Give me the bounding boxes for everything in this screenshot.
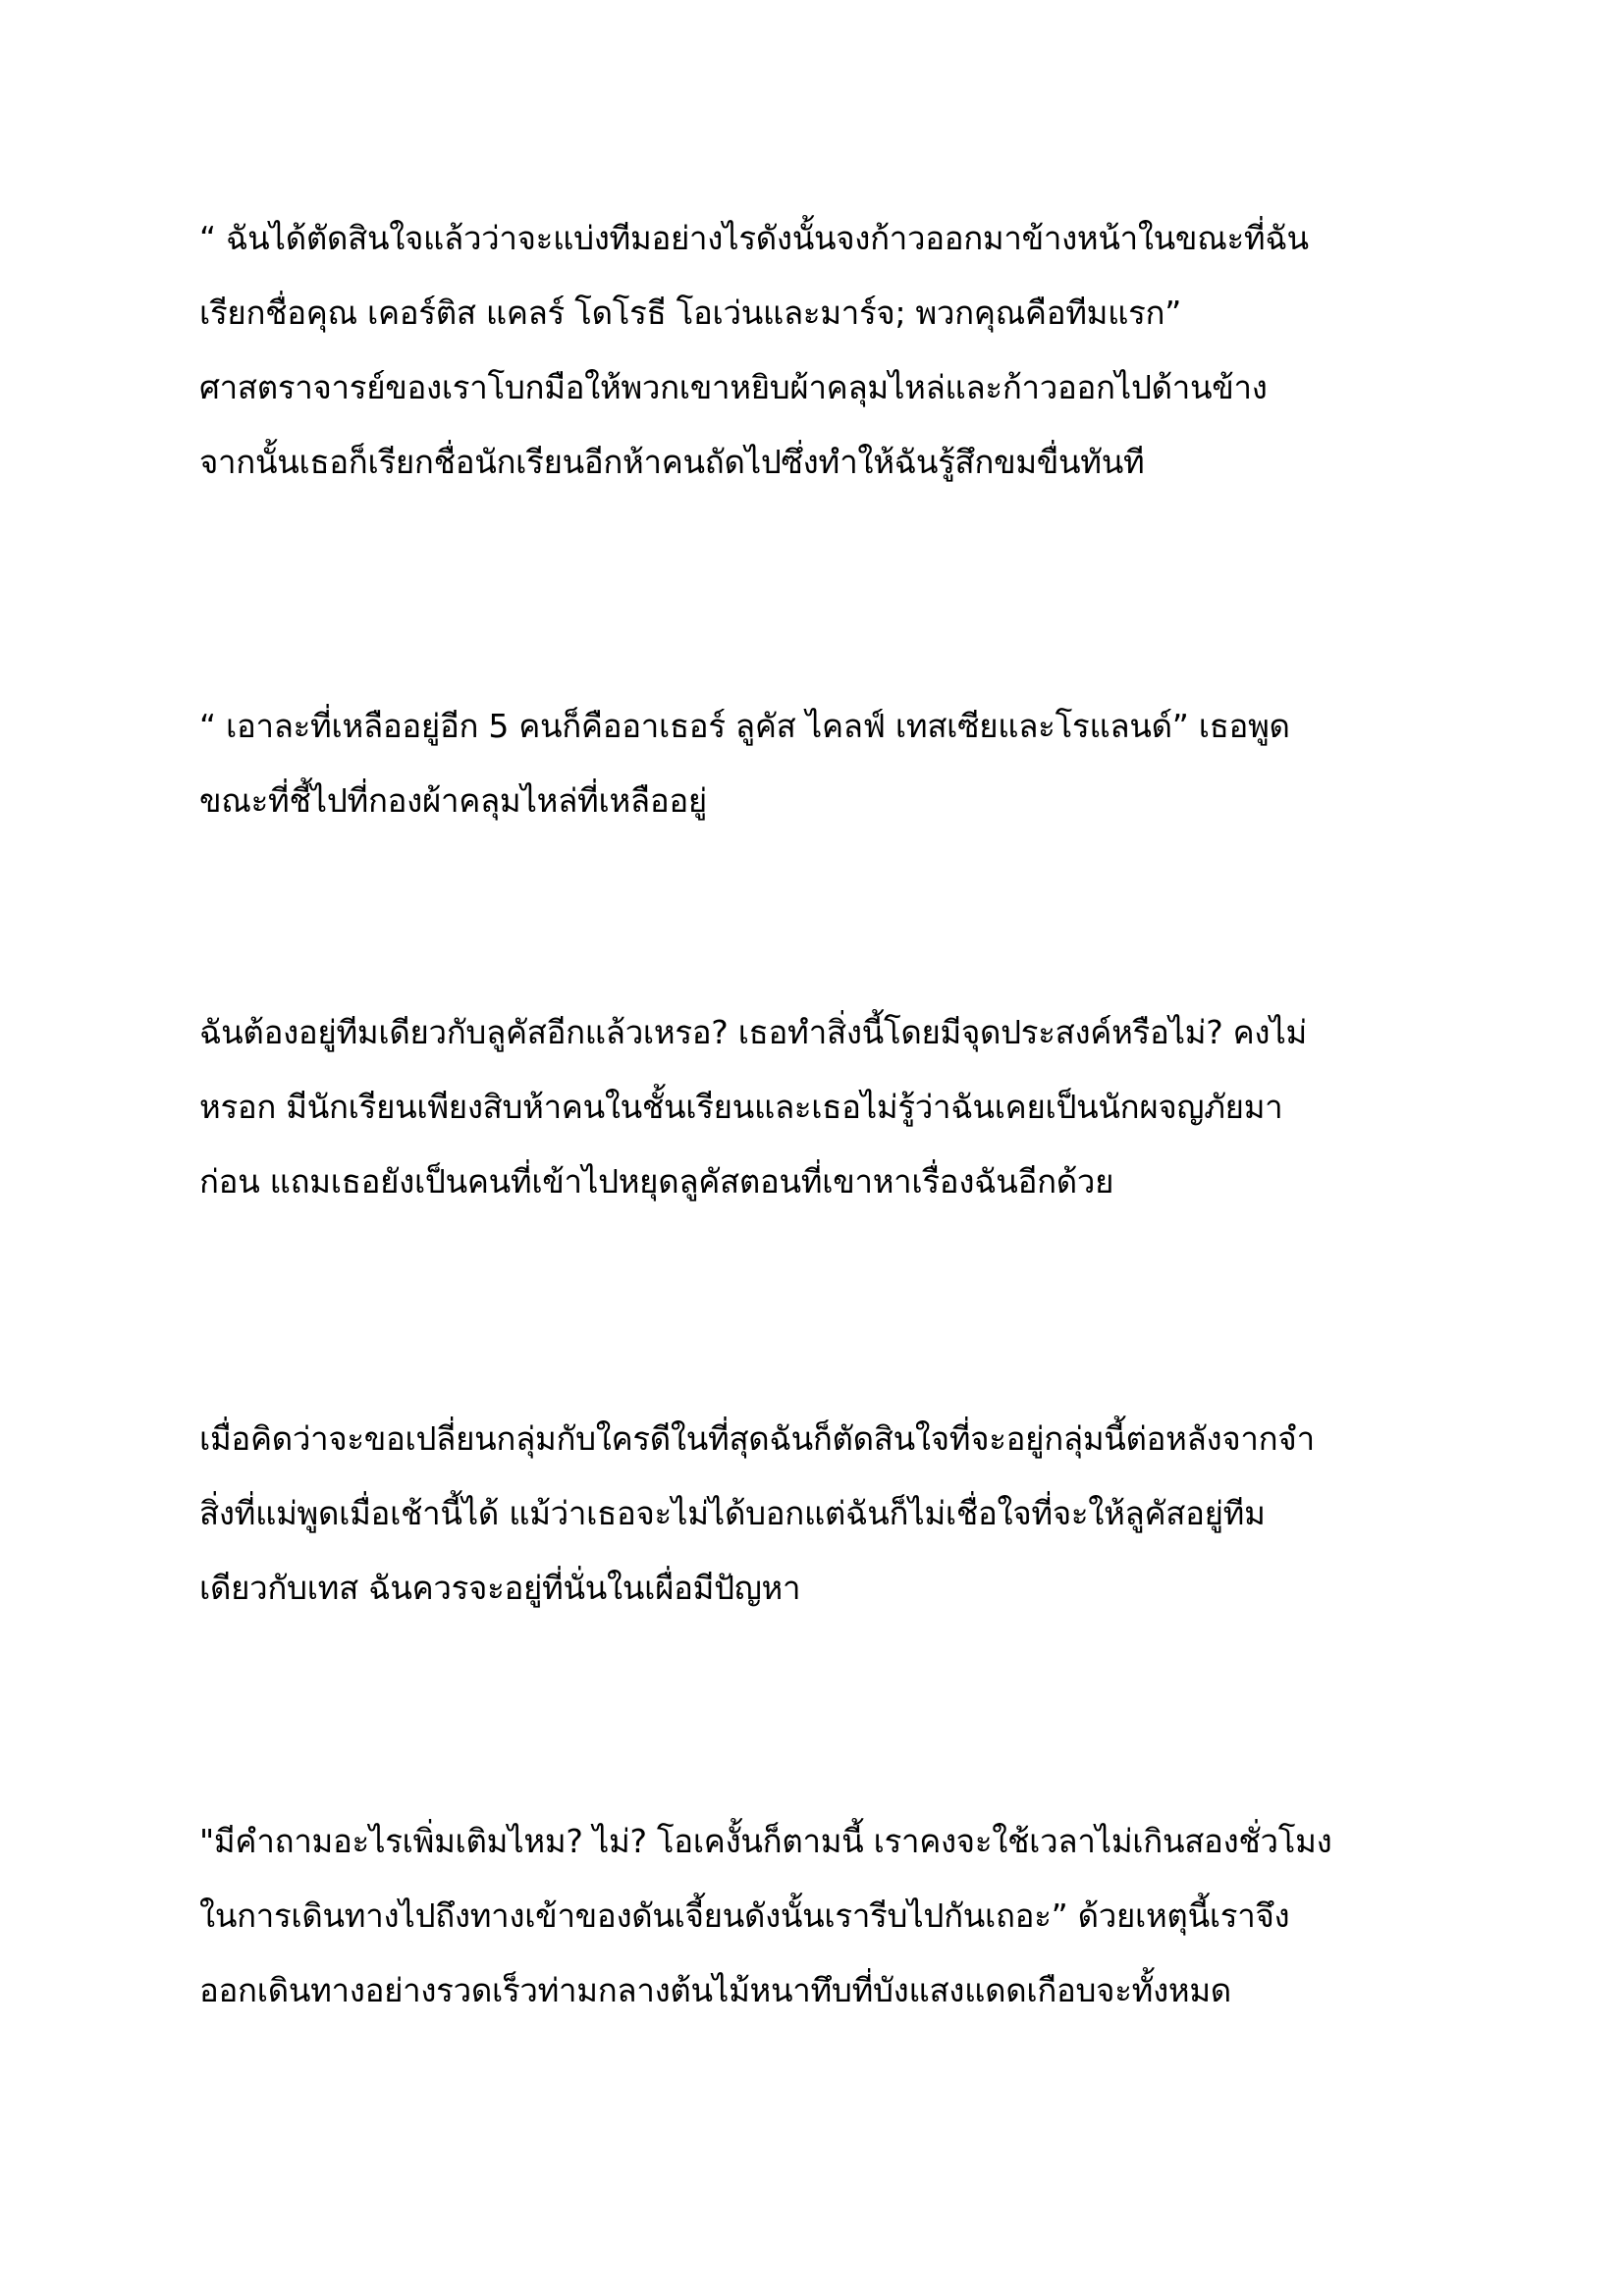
text-line: ศาสตราจารย์ของเราโบกมือให้พวกเขาหยิบผ้าคลุมไหล่และก้าวออกไปด้านข้าง	[199, 368, 1268, 406]
text-line: สิ่งที่แม่พูดเมื่อเช้านี้ได้ แม้ว่าเธอจะไม่ได้บอกแต่ฉันก็ไม่เชื่อใจที่จะให้ลูคัสอยู่ทีม	[199, 1494, 1266, 1532]
paragraph-4	[199, 1402, 1456, 1626]
text-line: ออกเดินทางอย่างรวดเร็วท่ามกลางต้นไม้หนาทึบที่บังแสงแดดเกือบจะทั้งหมด	[199, 1971, 1231, 2009]
paragraph-2	[199, 689, 1456, 838]
text-line: ก่อน แถมเธอยังเป็นคนที่เข้าไปหยุดลูคัสตอนที่เขาหาเรื่องฉันอีกด้วย	[199, 1162, 1114, 1201]
text-line: “ เอาละที่เหลืออยู่อีก 5 คนก็คืออาเธอร์ ลูคัส ไคลฟ์ เทสเซียและโรแลนด์” เธอพูด	[199, 707, 1290, 745]
paragraph-5	[199, 1804, 1456, 2028]
text-line: เมื่อคิดว่าจะขอเปลี่ยนกลุ่มกับใครดีในที่สุดฉันก็ตัดสินใจที่จะอยู่กลุ่มนี้ต่อหลังจากจำ	[199, 1419, 1315, 1458]
paragraph-3	[199, 995, 1456, 1219]
text-line: ฉันต้องอยู่ทีมเดียวกับลูคัสอีกแล้วเหรอ? เธอทำสิ่งนี้โดยมีจุดประสงค์หรือไม่? คงไม่	[199, 1013, 1307, 1051]
text-line: ขณะที่ชี้ไปที่กองผ้าคลุมไหล่ที่เหลืออยู่	[199, 781, 707, 820]
text-line: “ ฉันได้ตัดสินใจแล้วว่าจะแบ่งทีมอย่างไรดังนั้นจงก้าวออกมาข้างหน้าในขณะที่ฉัน	[199, 219, 1309, 257]
text-line: จากนั้นเธอก็เรียกชื่อนักเรียนอีกห้าคนถัดไปซึ่งทำให้ฉันรู้สึกขมขื่นทันที	[199, 443, 1145, 481]
text-line: "มีคำถามอะไรเพิ่มเติมไหม? ไม่? โอเคงั้นก็ตามนี้ เราคงจะใช้เวลาไม่เกินสองชั่วโมง	[199, 1822, 1332, 1860]
paragraph-1	[199, 201, 1456, 500]
text-line: เรียกชื่อคุณ เคอร์ติส แคลร์ โดโรธี โอเว่นและมาร์จ; พวกคุณคือทีมแรก”	[199, 294, 1182, 332]
text-line: ในการเดินทางไปถึงทางเข้าของดันเจี้ยนดังนั้นเรารีบไปกันเถอะ” ด้วยเหตุนี้เราจึง	[199, 1896, 1290, 1935]
text-line: เดียวกับเทส ฉันควรจะอยู่ที่นั่นในเผื่อมีปัญหา	[199, 1569, 801, 1607]
text-line: หรอก มีนักเรียนเพียงสิบห้าคนในชั้นเรียนและเธอไม่รู้ว่าฉันเคยเป็นนักผจญภัยมา	[199, 1088, 1283, 1126]
